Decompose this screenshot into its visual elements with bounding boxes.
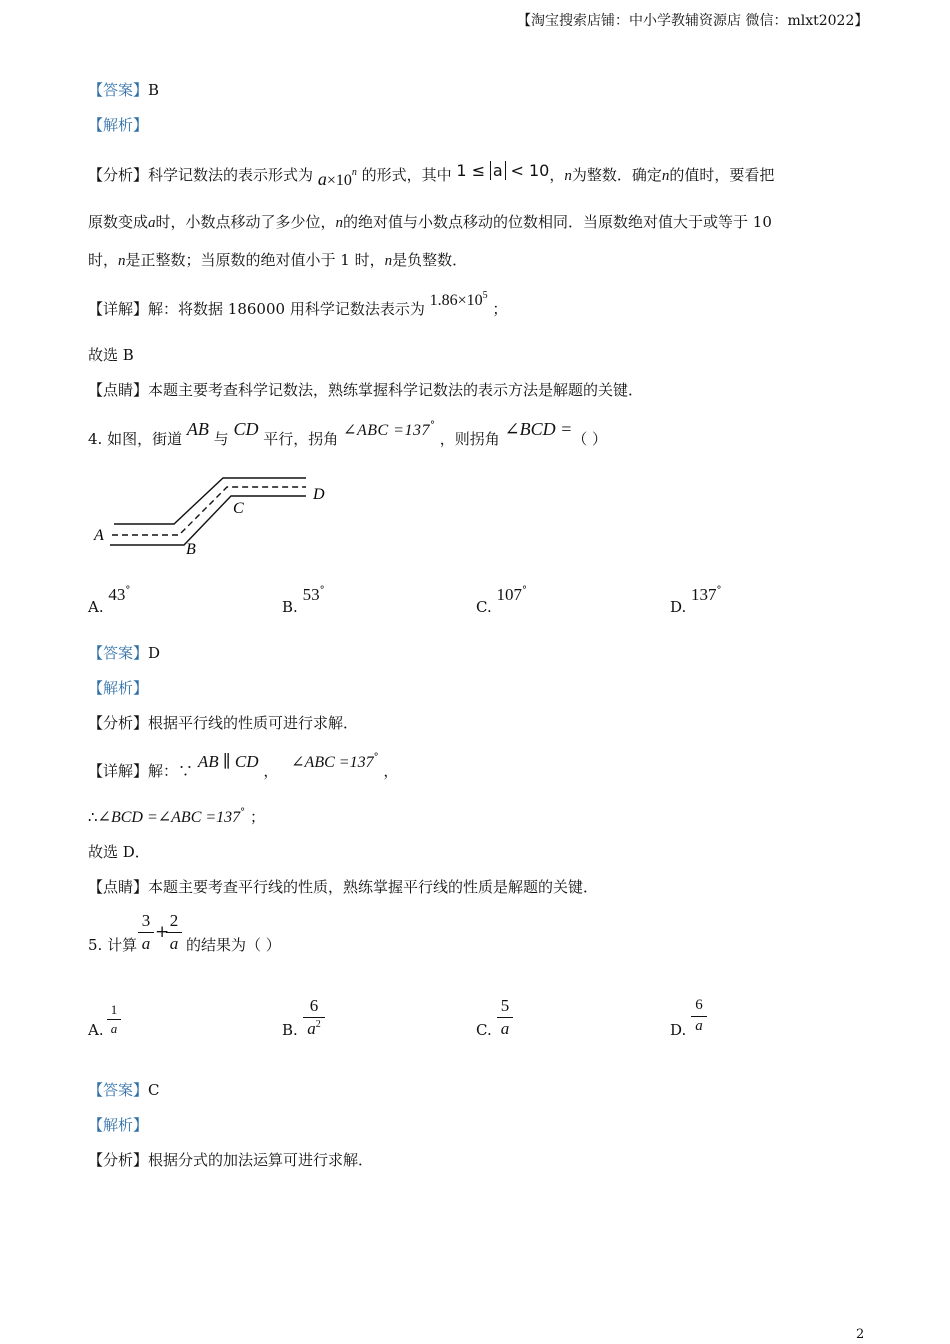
q5-option-c-letter[interactable]: C. bbox=[476, 1021, 492, 1039]
sci-expr-a: a bbox=[317, 169, 327, 189]
label-d: D bbox=[313, 486, 325, 503]
sci-result: 1.86×10 bbox=[429, 292, 483, 309]
answer-label: 【答案】 bbox=[88, 81, 149, 99]
q4-choose: 故选 D． bbox=[88, 843, 150, 861]
q4-fenxi-line: 【分析】根据平行线的性质可进行求解． bbox=[88, 714, 359, 732]
q4-answer-value: D bbox=[148, 644, 161, 662]
street-figure bbox=[88, 468, 348, 563]
q5-option-b-fraction[interactable]: 6 $a^2$ bbox=[303, 997, 325, 1038]
q4-stem: 4. 如图，街道 AB 与 CD 平行，拐角 ∠ABC =137° ，则拐角 ∠BCD =（ ） bbox=[88, 419, 608, 448]
q4-xiangjie-line: 【详解】解：∵ AB ∥ CD ， ∠ABC =137° ， bbox=[88, 752, 399, 780]
q4-option-b[interactable]: B. 53° bbox=[282, 585, 325, 616]
abs-a: a bbox=[490, 161, 506, 180]
label-c: C bbox=[233, 500, 244, 517]
q5-answer-value: C bbox=[148, 1081, 160, 1099]
q5-fraction-2: 2 a bbox=[166, 912, 182, 953]
fenxi-label: 【分析】 bbox=[88, 166, 149, 184]
q3-xiangjie-line: 【详解】解：将数据 186000 用科学记数法表示为 $1.86\times 10^5$ ； bbox=[88, 290, 508, 318]
street-lower-edge bbox=[110, 496, 306, 545]
q3-dianjing-line: 【点睛】本题主要考查科学记数法，熟练掌握科学记数法的表示方法是解题的关键． bbox=[88, 381, 644, 399]
q4-answer-line: 【答案】D bbox=[88, 644, 161, 662]
q5-option-d-letter[interactable]: D. bbox=[670, 1021, 687, 1039]
xiangjie-label: 【详解】 bbox=[88, 300, 149, 318]
q3-fenxi-line1: 【分析】科学记数法的表示形式为 $a\times 10^n$ 的形式，其中 1 ≤ a < 10，n为整数．确定n的值时，要看把 bbox=[88, 161, 775, 189]
q5-answer-line: 【答案】C bbox=[88, 1081, 160, 1099]
q5-fenxi-line: 【分析】根据分式的加法运算可进行求解． bbox=[88, 1151, 374, 1169]
q3-fenxi-line2: 原数变成a时，小数点移动了多少位，n的绝对值与小数点移动的位数相同．当原数绝对值大于或等于 10 bbox=[88, 213, 772, 231]
q5-option-a-letter[interactable]: A. bbox=[88, 1021, 104, 1039]
q5-option-a-fraction[interactable]: 1 a bbox=[107, 1003, 121, 1035]
dianjing-label: 【点睛】 bbox=[88, 381, 149, 399]
label-a: A bbox=[94, 527, 104, 544]
q3-fenxi-line3: 时，n是正整数；当原数的绝对值小于 1 时，n是负整数． bbox=[88, 251, 468, 269]
q5-stem-prefix: 5. 计算 bbox=[88, 936, 138, 954]
label-b: B bbox=[186, 541, 196, 558]
page-number: 2 bbox=[856, 1327, 865, 1342]
q5-option-c-fraction[interactable]: 5 a bbox=[497, 997, 513, 1038]
q5-fraction-1: 3 a bbox=[138, 912, 154, 953]
q4-jiexi-label: 【解析】 bbox=[88, 679, 149, 697]
q5-jiexi-label: 【解析】 bbox=[88, 1116, 149, 1134]
q4-option-a[interactable]: A. 43° bbox=[88, 585, 131, 616]
q4-option-c[interactable]: C. 107° bbox=[476, 585, 527, 616]
q5-option-b-letter[interactable]: B. bbox=[282, 1021, 298, 1039]
street-center-line bbox=[112, 487, 306, 535]
q5-plus: + bbox=[155, 922, 170, 942]
q3-choose: 故选 B bbox=[88, 346, 134, 364]
q5-option-d-fraction[interactable]: 6 a bbox=[691, 998, 707, 1035]
q5-stem-suffix: 的结果为（ ） bbox=[186, 936, 281, 954]
q3-answer-value: B bbox=[148, 81, 160, 99]
q4-therefore-line: ∴∠BCD =∠ABC =137° ； bbox=[88, 807, 265, 826]
q4-option-d[interactable]: D. 137° bbox=[670, 585, 722, 616]
page-header: 【淘宝搜索店铺：中小学教辅资源店 微信：mlxt2022】 bbox=[517, 13, 869, 29]
q4-dianjing-line: 【点睛】本题主要考查平行线的性质，熟练掌握平行线的性质是解题的关键． bbox=[88, 878, 599, 896]
q3-answer-line bbox=[88, 83, 159, 98]
q3-jiexi-label: 【解析】 bbox=[88, 116, 149, 134]
